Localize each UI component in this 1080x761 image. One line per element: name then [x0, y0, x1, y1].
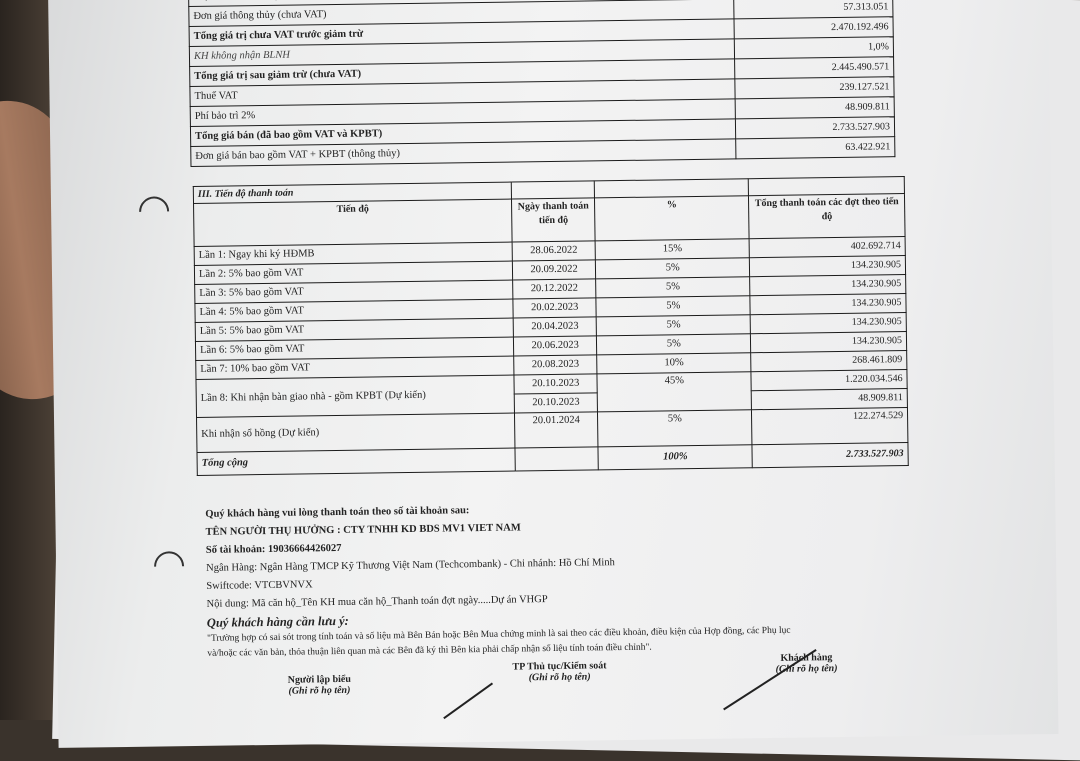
cell-amount: 134.230.905 — [751, 313, 907, 334]
attention-heading: Quý khách hàng cần lưu ý: — [206, 613, 349, 630]
stage-8-label: Lần 8: Khi nhận bàn giao nhà - gồm KPBT (Dự kiến) — [196, 375, 515, 417]
signature-preparer — [288, 674, 352, 697]
payment-notes — [205, 495, 967, 662]
procedure-note: (Ghi rõ họ tên) — [528, 671, 591, 684]
cell-stage: Lần 6: 5% bao gồm VAT — [195, 337, 513, 360]
pink-book-label: Khi nhận sổ hồng (Dự kiến) — [197, 413, 516, 452]
summary-value: 239.127.521 — [735, 77, 894, 99]
punch-hole-icon — [148, 545, 190, 587]
swift-code: Swiftcode: VTCBVNVX — [206, 579, 313, 592]
cell-stage: Lần 5: 5% bao gồm VAT — [195, 318, 513, 341]
summary-value: 2.445.490.571 — [735, 57, 894, 79]
section-title: III. Tiến độ thanh toán — [193, 182, 511, 203]
pink-book-date: 20.01.2024 — [515, 412, 598, 448]
stage-8-amount: 1.220.034.546 — [751, 370, 907, 391]
cell-amount: 268.461.809 — [751, 351, 907, 372]
summary-value: 1,0% — [734, 37, 893, 59]
customer-title: Khách hàng — [780, 652, 833, 664]
cell-date: 20.12.2022 — [513, 279, 596, 299]
clause-line-2: và/hoặc các văn bản, thỏa thuận liên quan mà các Bên đã ký thì Bên kia phải chấp nhận số liệu tính toán điều chỉnh". — [207, 642, 652, 659]
preparer-note: (Ghi rõ họ tên) — [288, 684, 351, 697]
header-amount: Tổng thanh toán các đợt theo tiến độ — [749, 194, 905, 239]
cell-percent: 5% — [596, 296, 751, 317]
signature-stroke — [443, 682, 493, 719]
summary-label: Đơn giá thông thủy (chưa VAT) — [189, 0, 734, 27]
cell-stage: Lần 7: 10% bao gồm VAT — [196, 356, 514, 379]
cell-amount: 134.230.905 — [750, 256, 906, 277]
cell-percent: 15% — [595, 239, 750, 260]
cell-percent: 5% — [596, 277, 751, 298]
cell-date: 28.06.2022 — [512, 241, 595, 261]
notes-intro: Quý khách hàng vui lòng thanh toán theo số tài khoản sau: — [205, 505, 470, 520]
transfer-content: Nội dung: Mã căn hộ_Tên KH mua căn hộ_Thanh toán đợt ngày.....Dự án VHGP — [206, 594, 548, 610]
clause-line-1: "Trường hợp có sai sót trong tính toán và số liệu mà Bên Bán hoặc Bên Mua chứng minh là sai theo các điều khoản, điều kiện của Hợp đồng, các Phụ lục — [207, 625, 791, 644]
signature-procedure — [512, 660, 606, 683]
cell-amount: 134.230.905 — [750, 294, 906, 315]
cell-percent: 10% — [597, 353, 752, 374]
pink-book-percent: 5% — [598, 410, 753, 447]
summary-label: Tổng giá trị chưa VAT trước giảm trừ — [189, 19, 734, 47]
cell-percent: 5% — [597, 334, 752, 355]
stage-8-maintenance-date: 20.10.2023 — [514, 393, 597, 413]
summary-label: Tổng giá bán (đã bao gồm VAT và KPBT) — [190, 119, 735, 147]
cell-stage: Lần 4: 5% bao gồm VAT — [195, 299, 513, 322]
cell-percent: 5% — [595, 258, 750, 279]
cell-percent: 5% — [596, 315, 751, 336]
summary-label: Đơn giá bán bao gồm VAT + KPBT (thông thủy) — [191, 139, 736, 167]
beneficiary-name: TÊN NGƯỜI THỤ HƯỞNG : CTY TNHH KD BDS MV1 VIET NAM — [205, 522, 521, 538]
summary-value: 48.909.811 — [735, 97, 894, 119]
stage-8-date: 20.10.2023 — [514, 374, 597, 394]
summary-value: 57.313.051 — [734, 0, 893, 19]
pink-book-amount: 122.274.529 — [752, 408, 908, 445]
cell-date: 20.06.2023 — [514, 336, 597, 356]
document-page — [48, 0, 1059, 748]
summary-value: 2.733.527.903 — [735, 117, 894, 139]
summary-label: KH không nhận BLNH — [189, 39, 734, 67]
summary-value: 2.470.192.496 — [734, 17, 893, 39]
header-date: Ngày thanh toán tiến độ — [512, 198, 596, 242]
total-amount: 2.733.527.903 — [752, 443, 908, 468]
procedure-title: TP Thủ tục/Kiểm soát — [512, 660, 607, 673]
summary-label: Phí bảo trì 2% — [190, 99, 735, 127]
account-number: Số tài khoản: 19036664426027 — [205, 542, 342, 556]
payment-schedule-table — [193, 176, 909, 476]
total-label: Tổng cộng — [197, 448, 515, 475]
cell-date: 20.02.2023 — [513, 298, 596, 318]
header-stage: Tiến độ — [194, 199, 513, 246]
stage-8-maintenance-amount: 48.909.811 — [752, 389, 908, 410]
header-percent: % — [595, 196, 750, 241]
cell-stage: Lần 1: Ngay khi ký HĐMB — [194, 242, 512, 265]
cell-stage: Lần 3: 5% bao gồm VAT — [195, 280, 513, 303]
total-percent: 100% — [598, 445, 753, 470]
cell-date: 20.04.2023 — [513, 317, 596, 337]
summary-label: Tổng giá trị sau giảm trừ (chưa VAT) — [190, 59, 735, 87]
cell-stage: Lần 2: 5% bao gồm VAT — [194, 261, 512, 284]
bank-name: Ngân Hàng: Ngân Hàng TMCP Kỹ Thương Việt Nam (Techcombank) - Chi nhánh: Hồ Chí Minh — [206, 557, 615, 574]
signature-stroke — [723, 649, 817, 710]
preparer-title: Người lập biểu — [287, 673, 351, 686]
cell-amount: 134.230.905 — [751, 332, 907, 353]
price-summary-table — [188, 0, 895, 167]
summary-value: 63.422.921 — [736, 137, 895, 159]
cell-date: 20.08.2023 — [514, 355, 597, 375]
stage-8-percent: 45% — [597, 372, 752, 412]
cell-amount: 402.692.714 — [750, 237, 906, 258]
punch-hole-icon — [133, 190, 175, 232]
cell-amount: 134.230.905 — [750, 275, 906, 296]
summary-label: Thuế VAT — [190, 79, 735, 107]
customer-note: (Ghi rõ họ tên) — [775, 663, 838, 675]
cell-date: 20.09.2022 — [513, 260, 596, 280]
